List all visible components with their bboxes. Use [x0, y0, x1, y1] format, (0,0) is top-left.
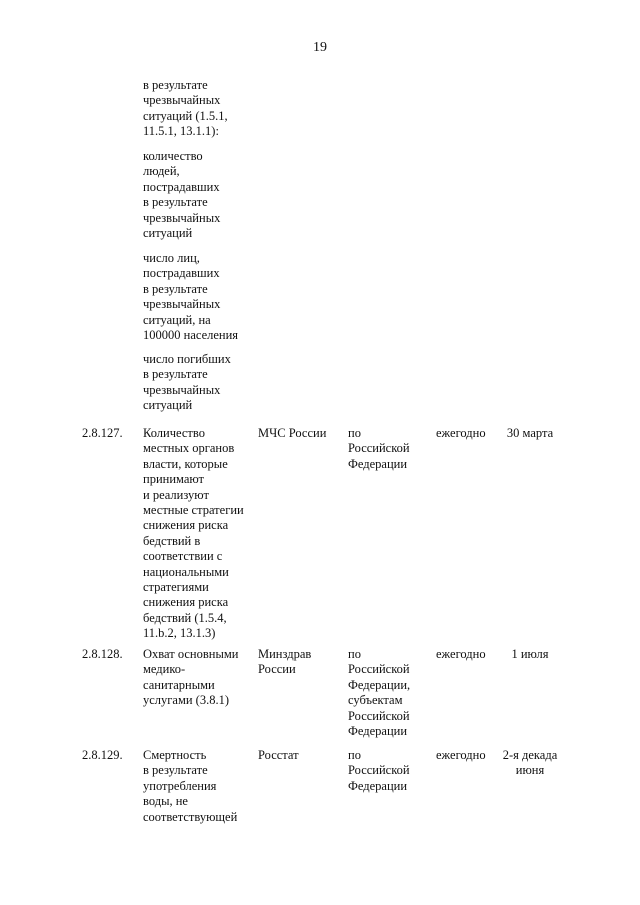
row-number: 2.8.127. [82, 426, 123, 440]
row-agency: Росстат [258, 748, 299, 762]
indicator-continued-text: в результате чрезвычайных ситуаций (1.5.1, 11.5.1, 13.1.1): [143, 78, 228, 139]
table-row [0, 748, 640, 828]
row-level: по Российской Федерации [348, 426, 410, 471]
indicator-injured-per-100000: число лиц, пострадавших в результате чрезвычайных ситуаций, на 100000 населения [143, 251, 239, 343]
row-frequency: ежегодно [436, 748, 486, 762]
row-frequency: ежегодно [436, 647, 486, 661]
row-agency: МЧС России [258, 426, 327, 440]
indicator-deaths: число погибших в результате чрезвычайных ситуаций [143, 352, 231, 413]
row-frequency: ежегодно [436, 426, 486, 440]
indicator-injured-count: количество людей, пострадавших в результате чрезвычайных ситуаций [143, 149, 221, 241]
row-level: по Российской Федерации [348, 748, 410, 793]
row-date: 2-я декада июня [502, 748, 558, 778]
row-indicator: Количество местных органов власти, которые принимают и реализуют местные стратегии снижения риска бедствий в соответствии с национальными стратегиями снижения риска бедствий (1.5.4, 11.b.2, 13.1.3) [143, 426, 244, 641]
row-date: 30 марта [506, 426, 554, 440]
page-number: 19 [313, 40, 327, 55]
row-number: 2.8.128. [82, 647, 123, 661]
row-date: 1 июля [511, 647, 549, 661]
row-number: 2.8.129. [82, 748, 123, 762]
row-level: по Российской Федерации, субъектам Российской Федерации [348, 647, 411, 739]
row-indicator: Охват основными медико- санитарными услугами (3.8.1) [143, 647, 239, 708]
table-row [0, 647, 640, 742]
row-indicator: Смертность в результате употребления воды, не соответствующей [143, 748, 238, 824]
table-row [0, 426, 640, 641]
row-agency: Минздрав России [258, 647, 312, 677]
